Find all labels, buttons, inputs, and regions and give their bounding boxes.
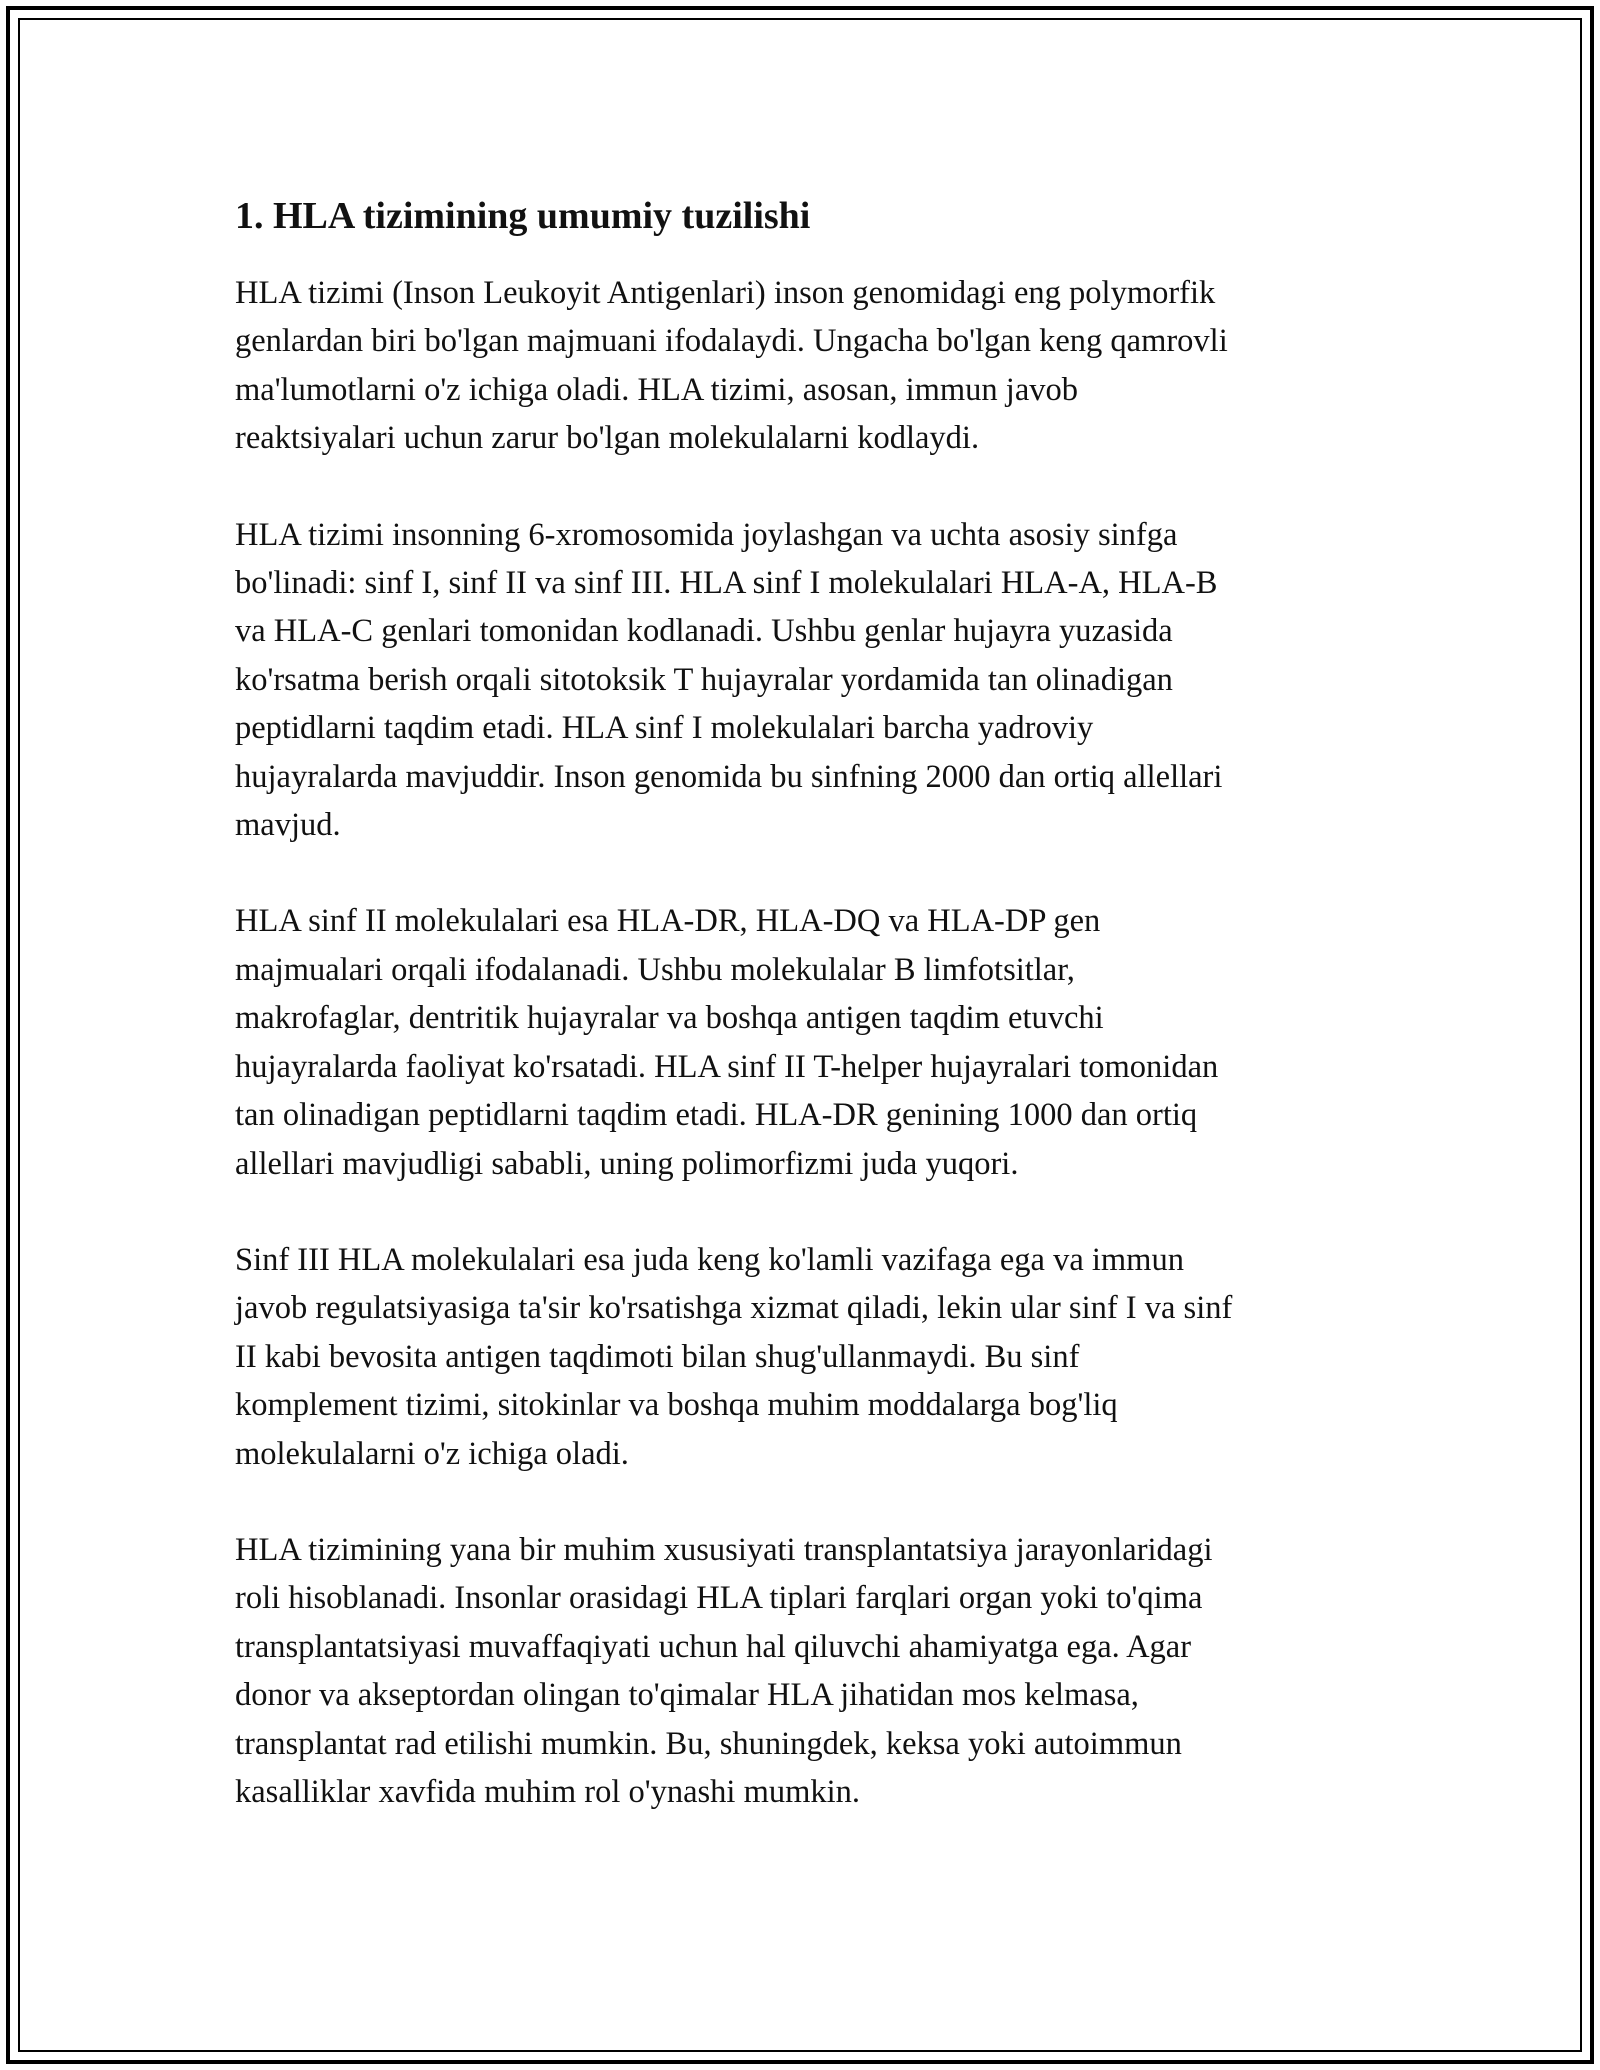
text-line: allellari mavjudligi sababli, uning polimorfizmi juda yuqori. xyxy=(235,1145,1019,1182)
text-line: donor va akseptordan olingan to'qimalar HLA jihatidan mos kelmasa, xyxy=(235,1677,1139,1714)
text-line: tan olinadigan peptidlarni taqdim etadi. HLA-DR genining 1000 dan ortiq xyxy=(235,1097,1198,1134)
text-line: majmualari orqali ifodalanadi. Ushbu molekulalar B limfotsitlar, xyxy=(235,951,1075,988)
text-line: reaktsiyalari uchun zarur bo'lgan molekulalarni kodlaydi. xyxy=(235,420,980,457)
text-line: mavjud. xyxy=(235,807,341,844)
text-line: transplantatsiyasi muvaffaqiyati uchun hal qiluvchi ahamiyatga ega. Agar xyxy=(235,1628,1192,1665)
text-line: kasalliklar xavfida muhim rol o'ynashi mumkin. xyxy=(235,1773,861,1810)
paragraph-1 xyxy=(235,269,1385,463)
paragraph-4 xyxy=(235,1236,1385,1478)
text-line: roli hisoblanadi. Insonlar orasidagi HLA tiplari farqlari organ yoki to'qima xyxy=(235,1580,1203,1617)
text-line: hujayralarda faoliyat ko'rsatadi. HLA sinf II T-helper hujayralari tomonidan xyxy=(235,1048,1219,1085)
text-line: javob regulatsiyasiga ta'sir ko'rsatishga xizmat qiladi, lekin ular sinf I va sinf xyxy=(235,1290,1233,1327)
text-line: Sinf III HLA molekulalari esa juda keng ko'lamli vazifaga ega va immun xyxy=(235,1241,1184,1278)
text-line: hujayralarda mavjuddir. Inson genomida bu sinfning 2000 dan ortiq allellari xyxy=(235,758,1223,795)
text-line: HLA tizimi insonning 6-xromosomida joylashgan va uchta asosiy sinfga xyxy=(235,516,1178,553)
text-line: peptidlarni taqdim etadi. HLA sinf I molekulalari barcha yadroviy xyxy=(235,710,1094,747)
text-line: genlardan biri bo'lgan majmuani ifodalaydi. Ungacha bo'lgan keng qamrovli xyxy=(235,323,1228,360)
text-line: ko'rsatma berish orqali sitotoksik T hujayralar yordamida tan olinadigan xyxy=(235,661,1173,698)
text-line: ma'lumotlarni o'z ichiga oladi. HLA tizimi, asosan, immun javob xyxy=(235,371,1079,408)
section-heading: 1. HLA tizimining umumiy tuzilishi xyxy=(235,195,811,237)
text-line: HLA sinf II molekulalari esa HLA-DR, HLA-DQ va HLA-DP gen xyxy=(235,903,1101,940)
text-line: molekulalarni o'z ichiga oladi. xyxy=(235,1435,629,1472)
text-line: HLA tizimi (Inson Leukoyit Antigenlari) inson genomidagi eng polymorfik xyxy=(235,275,1216,311)
paragraph-3 xyxy=(235,897,1385,1187)
text-line: HLA tizimining yana bir muhim xususiyati transplantatsiya jarayonlaridagi xyxy=(235,1531,1213,1568)
text-line: makrofaglar, dentritik hujayralar va boshqa antigen taqdim etuvchi xyxy=(235,1000,1104,1037)
text-line: transplantat rad etilishi mumkin. Bu, shuningdek, keksa yoki autoimmun xyxy=(235,1725,1182,1762)
text-line: va HLA-C genlari tomonidan kodlanadi. Ushbu genlar hujayra yuzasida xyxy=(235,613,1173,650)
document-body xyxy=(235,185,1385,1864)
paragraph-5 xyxy=(235,1526,1385,1816)
text-line: II kabi bevosita antigen taqdimoti bilan shug'ullanmaydi. Bu sinf xyxy=(235,1338,1080,1375)
text-line: komplement tizimi, sitokinlar va boshqa muhim moddalarga bog'liq xyxy=(235,1387,1118,1424)
text-line: bo'linadi: sinf I, sinf II va sinf III. HLA sinf I molekulalari HLA-A, HLA-B xyxy=(235,565,1218,602)
paragraph-2 xyxy=(235,511,1385,850)
